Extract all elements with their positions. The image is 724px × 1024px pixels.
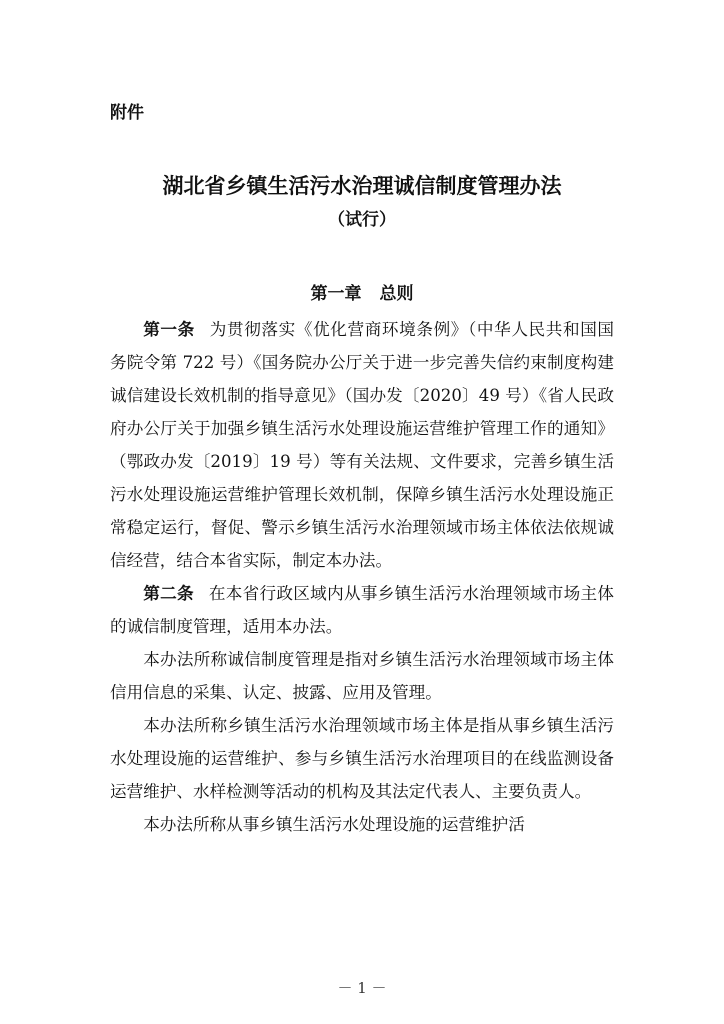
chapter-name: 总则	[379, 284, 414, 304]
article-1	[110, 313, 614, 577]
paragraph: 本办法所称从事乡镇生活污水处理设施的运营维护活	[143, 815, 525, 834]
chapter-number: 第一章	[310, 284, 362, 304]
article-text: 在本省行政区域内从事乡镇生活污水治理领域市场主体的诚信制度管理，适用本办法。	[110, 584, 614, 636]
document-title: 湖北省乡镇生活污水治理诚信制度管理办法	[162, 173, 562, 198]
article-label: 第一条	[143, 320, 195, 339]
chapter-heading	[0, 279, 724, 304]
document-body	[110, 313, 614, 841]
article-label: 第二条	[143, 584, 194, 603]
document-subtitle: （试行）	[328, 210, 396, 230]
article-2	[110, 577, 614, 643]
article-text: 为贯彻落实《优化营商环境条例》（中华人民共和国国务院令第 722 号）《国务院办公厅关于进一步完善失信约束制度构建诚信建设长效机制的指导意见》（国办发〔2020〕49 号）《省人民政府办公厅关于加强乡镇生活污水处理设施运营维护管理工作的通知》（鄂政办发〔2019〕19 号）等有关法规、文件要求，完善乡镇生活污水处理设施运营维护管理长效机制，保障乡镇生活污水处理设施正常稳定运行，督促、警示乡镇生活污水治理领域市场主体依法依规诚信经营，结合本省实际，制定本办法。	[110, 320, 615, 570]
paragraph: 本办法所称诚信制度管理是指对乡镇生活污水治理领域市场主体信用信息的采集、认定、披露、应用及管理。	[110, 650, 614, 702]
attachment-label: 附件	[110, 103, 144, 123]
paragraph: 本办法所称乡镇生活污水治理领域市场主体是指从事乡镇生活污水处理设施的运营维护、参与乡镇生活污水治理项目的在线监测设备运营维护、水样检测等活动的机构及其法定代表人、主要负责人。	[110, 716, 614, 801]
page-number: － 1 －	[337, 979, 387, 997]
